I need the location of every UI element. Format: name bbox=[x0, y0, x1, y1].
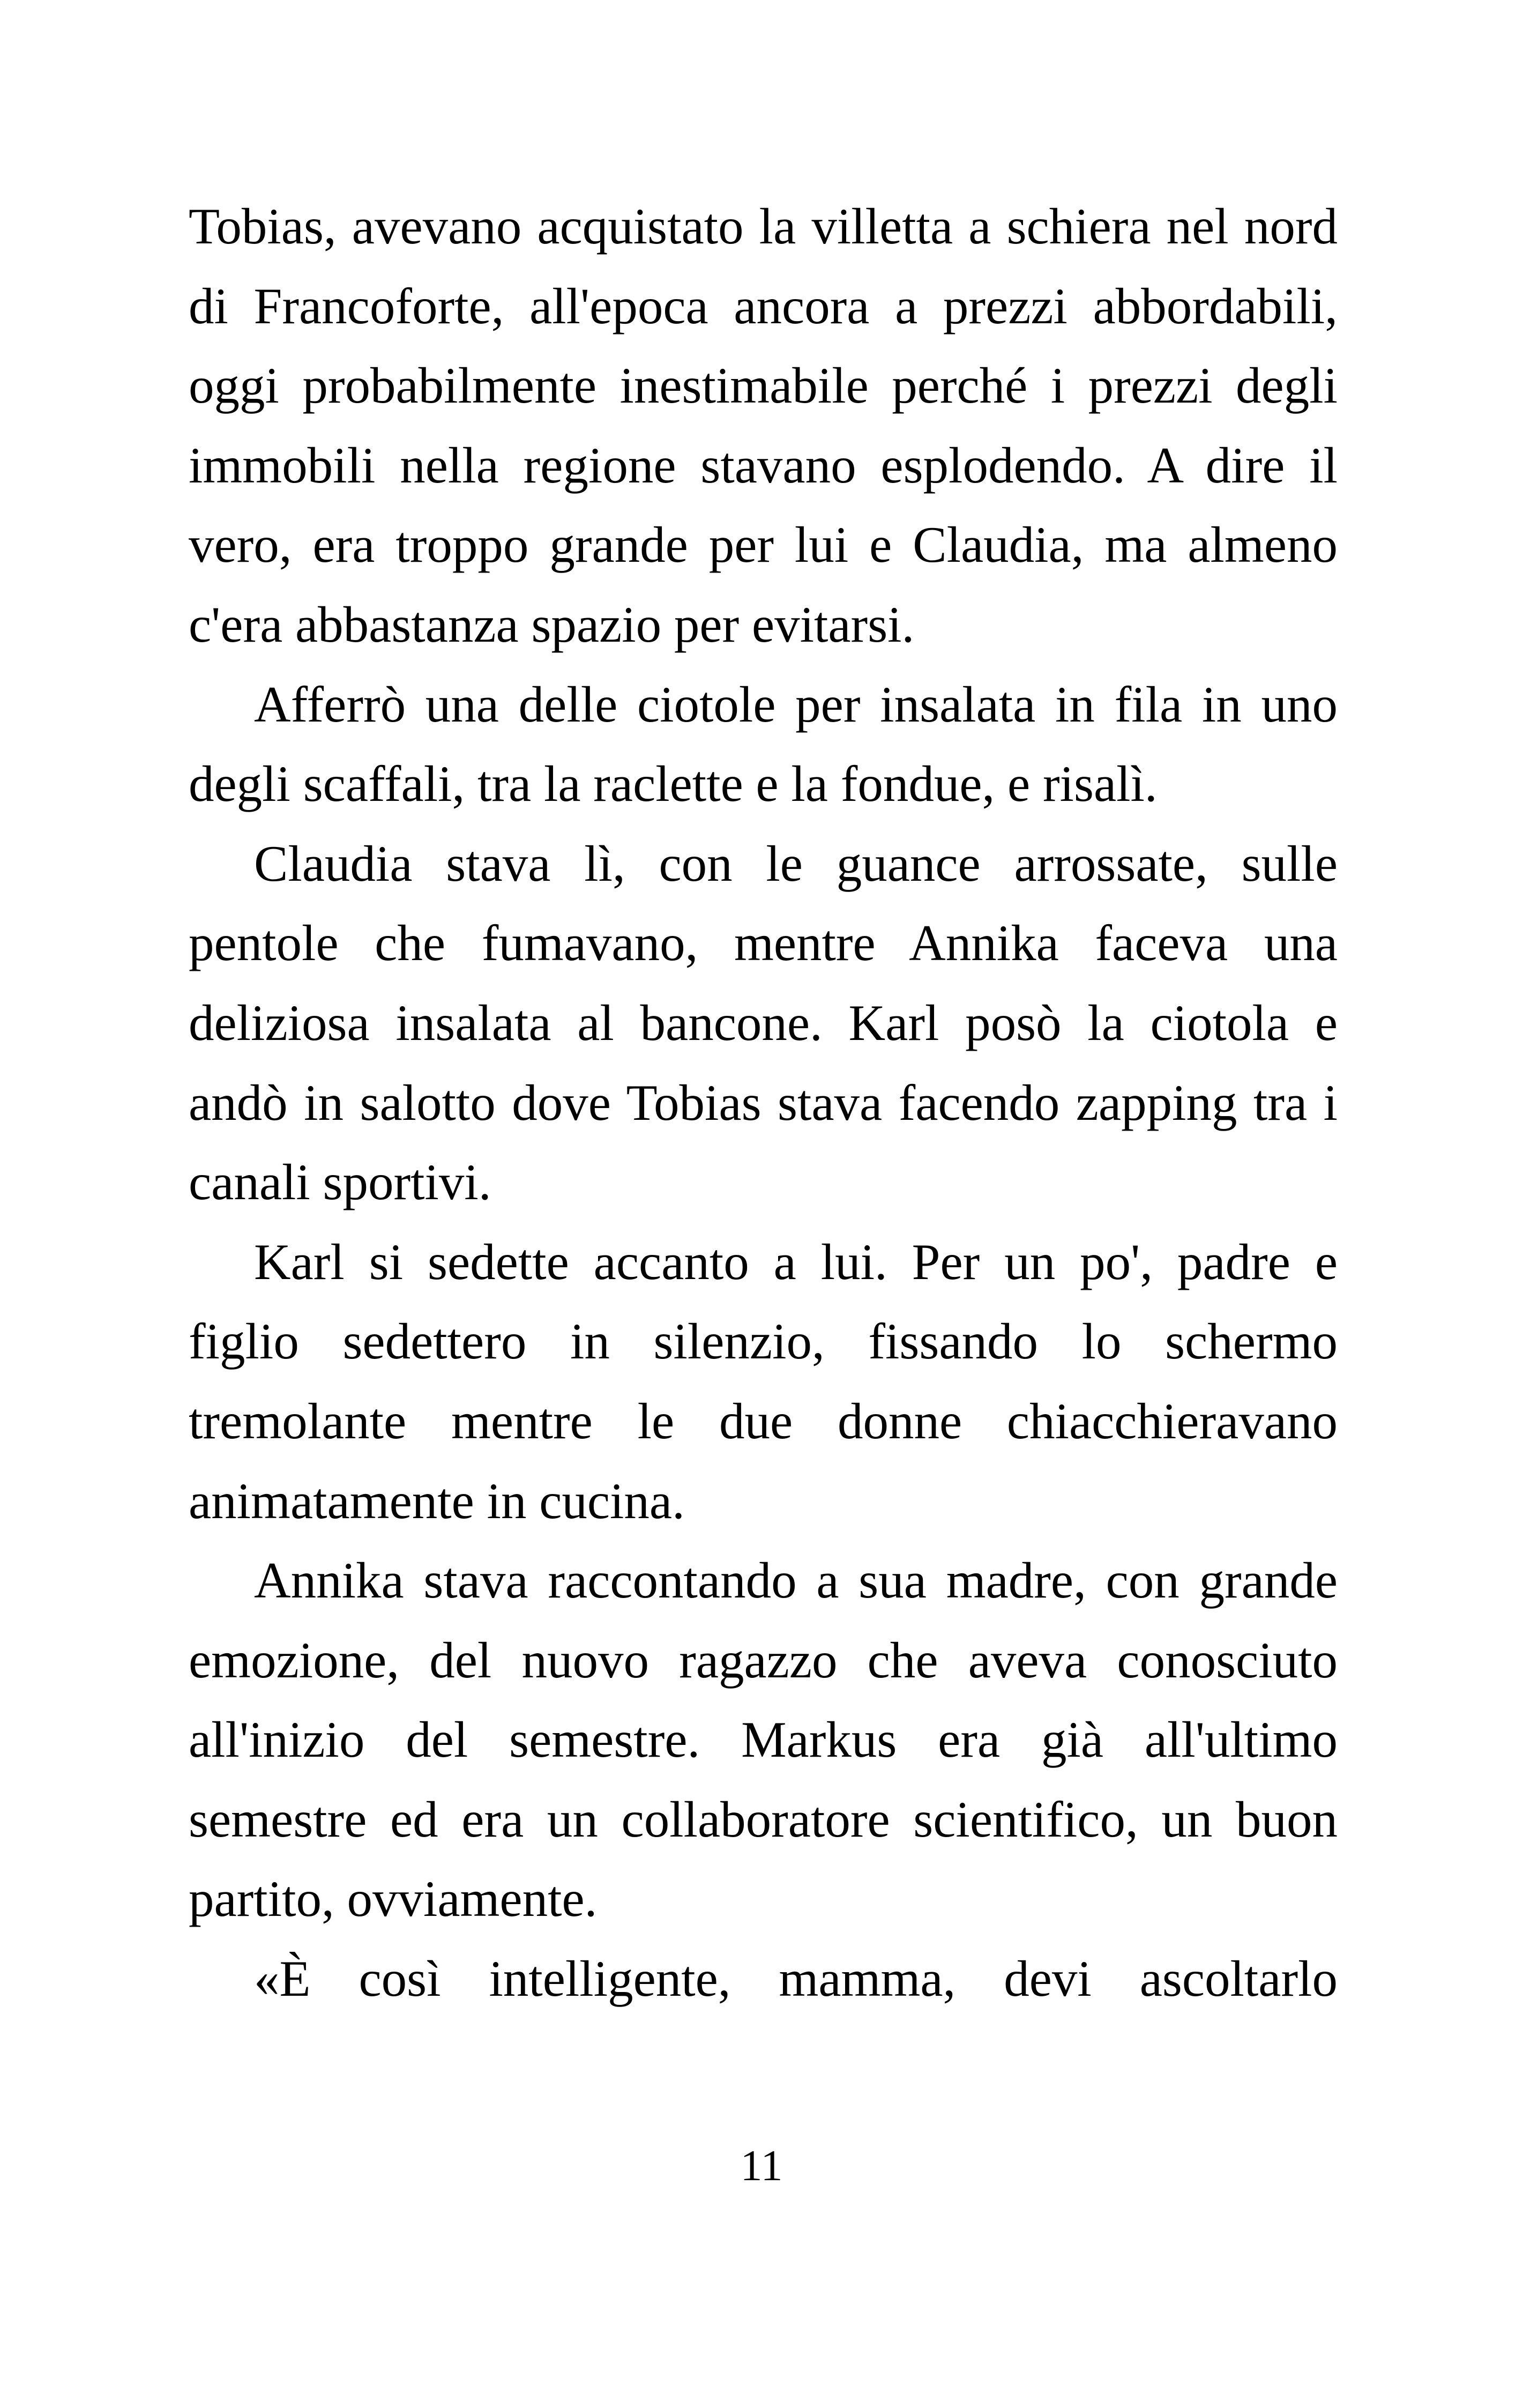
paragraph-5: Annika stava raccontando a sua madre, con grande emozione, del nuovo ragazzo che aveva conosciuto all'inizio del semestre. Markus era già all'ultimo semestre ed era un collaboratore scientifico, un buon partito, ovviamente. bbox=[189, 1552, 1338, 1928]
paragraph-1: Tobias, avevano acquistato la villetta a schiera nel nord di Francoforte, all'epoca ancora a prezzi abbordabili, oggi probabilmente inestimabile perché i prezzi degli immobili nella regione stavano esplodendo. A dire il vero, era troppo grande per lui e Claudia, ma almeno c'era abbastanza spazio per evitarsi. bbox=[189, 198, 1338, 653]
paragraph-3: Claudia stava lì, con le guance arrossate, sulle pentole che fumavano, mentre Annika faceva una deliziosa insalata al bancone. Karl posò la ciotola e andò in salotto dove Tobias stava facendo zapping tra i canali sportivi. bbox=[189, 835, 1338, 1211]
page-number: 11 bbox=[740, 2141, 783, 2190]
paragraph-6-continued: «È così intelligente, mamma, devi ascoltarlo bbox=[254, 1950, 1338, 2008]
body-text bbox=[189, 187, 1338, 2019]
paragraph-4: Karl si sedette accanto a lui. Per un po', padre e figlio sedettero in silenzio, fissando lo schermo tremolante mentre le due donne chiacchieravano animatamente in cucina. bbox=[189, 1233, 1338, 1529]
paragraph-2: Afferrò una delle ciotole per insalata in fila in uno degli scaffali, tra la raclette e la fondue, e risalì. bbox=[189, 675, 1338, 813]
